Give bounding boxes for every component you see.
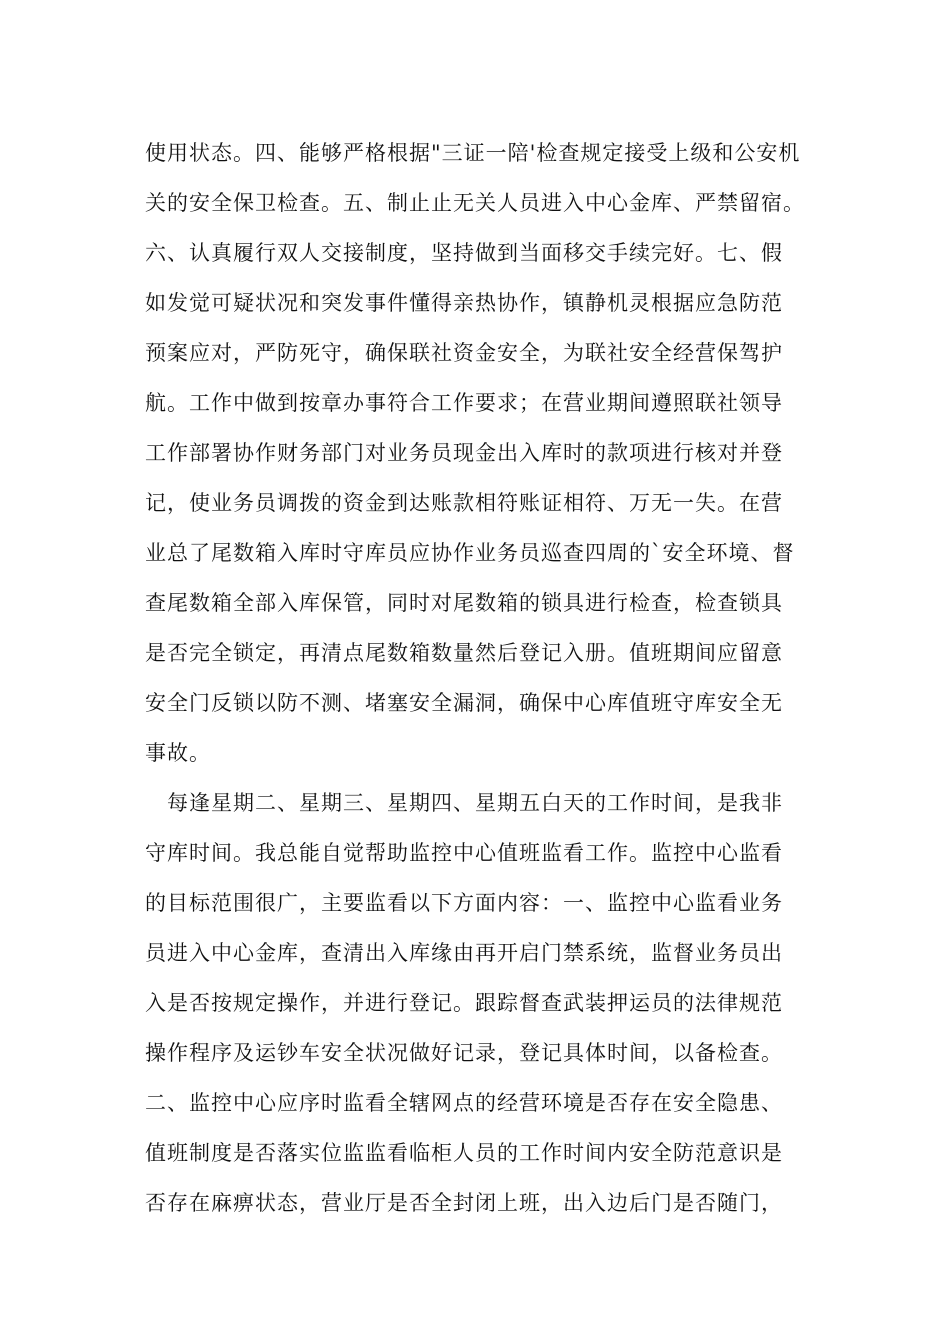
text-line: 否存在麻痹状态，营业厅是否全封闭上班，出入边后门是否随门， bbox=[145, 1191, 783, 1215]
text-line: 如发觉可疑状况和突发事件懂得亲热协作，镇静机灵根据应急防范 bbox=[145, 291, 783, 315]
text-line: 守库时间。我总能自觉帮助监控中心值班监看工作。监控中心监看 bbox=[145, 841, 783, 865]
text-line: 是否完全锁定，再清点尾数箱数量然后登记入册。值班期间应留意 bbox=[145, 641, 783, 665]
text-line: 查尾数箱全部入库保管，同时对尾数箱的锁具进行检查，检查锁具 bbox=[145, 591, 783, 615]
text-line: 的目标范围很广，主要监看以下方面内容：一、监控中心监看业务 bbox=[145, 891, 783, 915]
text-line: 业总了尾数箱入库时守库员应协作业务员巡查四周的`安全环境、督 bbox=[145, 541, 795, 565]
text-line: 操作程序及运钞车安全状况做好记录，登记具体时间，以备检查。 bbox=[145, 1041, 783, 1065]
text-line: 二、监控中心应序时监看全辖网点的经营环境是否存在安全隐患、 bbox=[145, 1091, 783, 1115]
text-line: 值班制度是否落实位监监看临柜人员的工作时间内安全防范意识是 bbox=[145, 1141, 783, 1165]
text-line: 安全门反锁以防不测、堵塞安全漏洞，确保中心库值班守库安全无 bbox=[145, 691, 783, 715]
text-line: 六、认真履行双人交接制度，坚持做到当面移交手续完好。七、假 bbox=[145, 241, 783, 265]
text-line: 工作部署协作财务部门对业务员现金出入库时的款项进行核对并登 bbox=[145, 441, 783, 465]
text-line: 使用状态。四、能够严格根据"三证一陪'检查规定接受上级和公安机 bbox=[145, 141, 801, 165]
text-line: 航。工作中做到按章办事符合工作要求；在营业期间遵照联社领导 bbox=[145, 391, 783, 415]
text-line: 员进入中心金库，查清出入库缘由再开启门禁系统，监督业务员出 bbox=[145, 941, 783, 965]
text-line: 预案应对，严防死守，确保联社资金安全，为联社安全经营保驾护 bbox=[145, 341, 783, 365]
text-line: 入是否按规定操作，并进行登记。跟踪督查武装押运员的法律规范 bbox=[145, 991, 783, 1015]
text-line: 关的安全保卫检查。五、制止止无关人员进入中心金库、严禁留宿。 bbox=[145, 191, 805, 215]
paragraph-2 bbox=[145, 778, 813, 1228]
text-line: 事故。 bbox=[145, 741, 211, 765]
text-line: 记，使业务员调拨的资金到达账款相符账证相符、万无一失。在营 bbox=[145, 491, 783, 515]
text-line: 每逢星期二、星期三、星期四、星期五白天的工作时间，是我非 bbox=[145, 791, 783, 815]
paragraph-1 bbox=[145, 128, 813, 778]
